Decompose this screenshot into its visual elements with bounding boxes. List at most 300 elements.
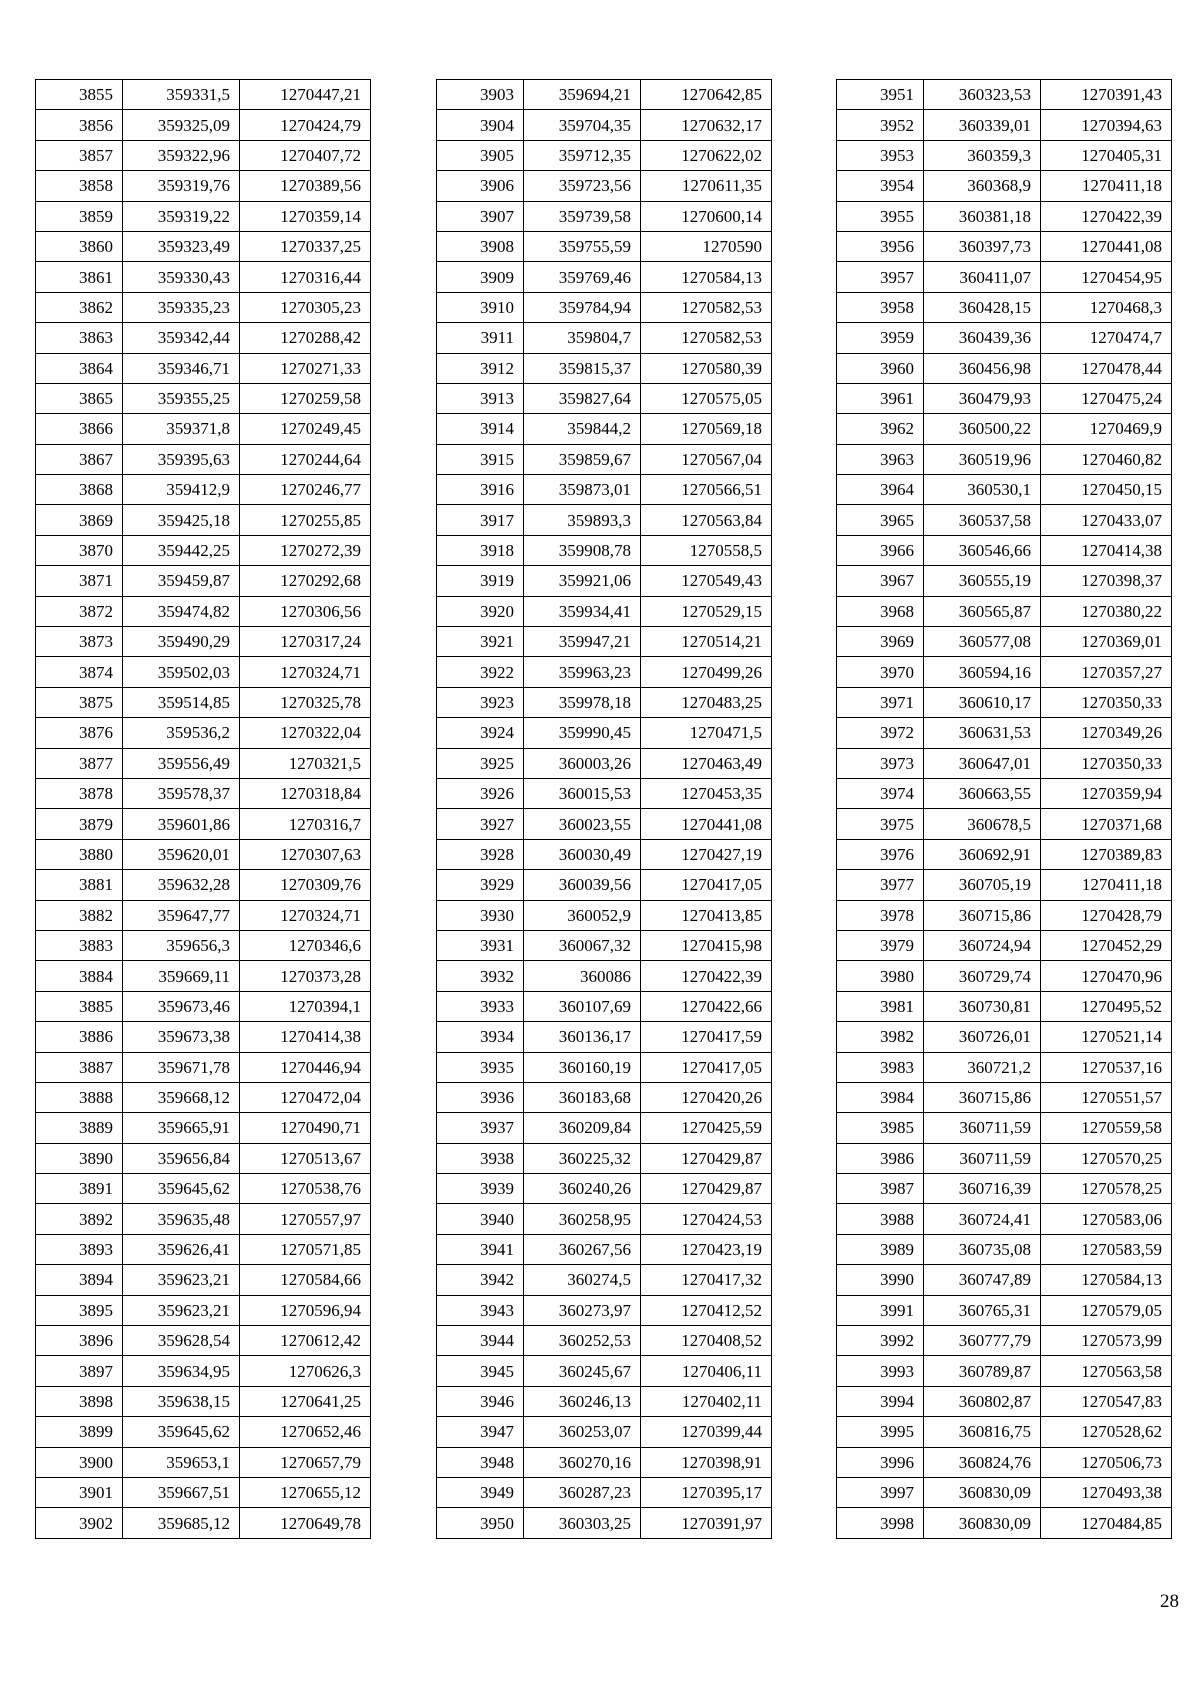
y-coordinate-cell: 1270413,85 — [641, 900, 772, 930]
point-number-cell: 3986 — [837, 1143, 924, 1173]
point-number-cell: 3903 — [437, 80, 524, 110]
table-row — [837, 1417, 1172, 1447]
y-coordinate-cell: 1270407,72 — [240, 140, 371, 170]
table-row — [837, 110, 1172, 140]
table-row — [36, 596, 371, 626]
point-number-cell: 3908 — [437, 231, 524, 261]
table-row — [437, 1356, 772, 1386]
y-coordinate-cell: 1270547,83 — [1041, 1386, 1172, 1416]
x-coordinate-cell: 359425,18 — [123, 505, 240, 535]
point-number-cell: 3930 — [437, 900, 524, 930]
point-number-cell: 3904 — [437, 110, 524, 140]
x-coordinate-cell: 359908,78 — [524, 535, 641, 565]
y-coordinate-cell: 1270271,33 — [240, 353, 371, 383]
point-number-cell: 3922 — [437, 657, 524, 687]
point-number-cell: 3910 — [437, 292, 524, 322]
x-coordinate-cell: 359626,41 — [123, 1234, 240, 1264]
point-number-cell: 3935 — [437, 1052, 524, 1082]
x-coordinate-cell: 359632,28 — [123, 870, 240, 900]
y-coordinate-cell: 1270398,91 — [641, 1447, 772, 1477]
table-row — [36, 657, 371, 687]
y-coordinate-cell: 1270472,04 — [240, 1082, 371, 1112]
point-number-cell: 3957 — [837, 262, 924, 292]
y-coordinate-cell: 1270490,71 — [240, 1113, 371, 1143]
table-row — [36, 1447, 371, 1477]
x-coordinate-cell: 360610,17 — [924, 687, 1041, 717]
x-coordinate-cell: 360067,32 — [524, 930, 641, 960]
x-coordinate-cell: 360777,79 — [924, 1326, 1041, 1356]
x-coordinate-cell: 360209,84 — [524, 1113, 641, 1143]
x-coordinate-cell: 359694,21 — [524, 80, 641, 110]
point-number-cell: 3954 — [837, 171, 924, 201]
table-row — [837, 80, 1172, 110]
x-coordinate-cell: 360183,68 — [524, 1082, 641, 1112]
point-number-cell: 3859 — [36, 201, 123, 231]
x-coordinate-cell: 360086 — [524, 961, 641, 991]
table-row — [837, 657, 1172, 687]
point-number-cell: 3856 — [36, 110, 123, 140]
y-coordinate-cell: 1270649,78 — [240, 1508, 371, 1538]
point-number-cell: 3989 — [837, 1234, 924, 1264]
table-row — [36, 1356, 371, 1386]
point-number-cell: 3900 — [36, 1447, 123, 1477]
table-row — [36, 353, 371, 383]
table-row — [437, 687, 772, 717]
y-coordinate-cell: 1270566,51 — [641, 475, 772, 505]
point-number-cell: 3934 — [437, 1022, 524, 1052]
table-row — [36, 1022, 371, 1052]
table-row — [36, 809, 371, 839]
point-number-cell: 3949 — [437, 1477, 524, 1507]
y-coordinate-cell: 1270463,49 — [641, 748, 772, 778]
y-coordinate-cell: 1270441,08 — [641, 809, 772, 839]
x-coordinate-cell: 360565,87 — [924, 596, 1041, 626]
point-number-cell: 3862 — [36, 292, 123, 322]
point-number-cell: 3899 — [36, 1417, 123, 1447]
point-number-cell: 3958 — [837, 292, 924, 322]
table-row — [36, 1508, 371, 1538]
table-row — [437, 1447, 772, 1477]
y-coordinate-cell: 1270324,71 — [240, 900, 371, 930]
y-coordinate-cell: 1270417,32 — [641, 1265, 772, 1295]
x-coordinate-cell: 359673,38 — [123, 1022, 240, 1052]
point-number-cell: 3996 — [837, 1447, 924, 1477]
x-coordinate-cell: 359723,56 — [524, 171, 641, 201]
y-coordinate-cell: 1270317,24 — [240, 627, 371, 657]
table-row — [437, 748, 772, 778]
x-coordinate-cell: 360323,53 — [924, 80, 1041, 110]
table-row — [837, 566, 1172, 596]
y-coordinate-cell: 1270246,77 — [240, 475, 371, 505]
table-row — [36, 1143, 371, 1173]
x-coordinate-cell: 360030,49 — [524, 839, 641, 869]
point-number-cell: 3878 — [36, 778, 123, 808]
y-coordinate-cell: 1270428,79 — [1041, 900, 1172, 930]
y-coordinate-cell: 1270484,85 — [1041, 1508, 1172, 1538]
table-row — [36, 687, 371, 717]
y-coordinate-cell: 1270573,99 — [1041, 1326, 1172, 1356]
x-coordinate-cell: 360715,86 — [924, 900, 1041, 930]
point-number-cell: 3919 — [437, 566, 524, 596]
point-number-cell: 3907 — [437, 201, 524, 231]
x-coordinate-cell: 359502,03 — [123, 657, 240, 687]
table-row — [437, 140, 772, 170]
point-number-cell: 3865 — [36, 383, 123, 413]
y-coordinate-cell: 1270453,35 — [641, 778, 772, 808]
x-coordinate-cell: 359656,3 — [123, 930, 240, 960]
y-coordinate-cell: 1270642,85 — [641, 80, 772, 110]
point-number-cell: 3940 — [437, 1204, 524, 1234]
x-coordinate-cell: 359474,82 — [123, 596, 240, 626]
point-number-cell: 3913 — [437, 383, 524, 413]
table-row — [837, 930, 1172, 960]
table-row — [437, 961, 772, 991]
y-coordinate-cell: 1270557,97 — [240, 1204, 371, 1234]
y-coordinate-cell: 1270288,42 — [240, 323, 371, 353]
table-row — [837, 171, 1172, 201]
x-coordinate-cell: 360287,23 — [524, 1477, 641, 1507]
point-number-cell: 3945 — [437, 1356, 524, 1386]
table-row — [837, 1022, 1172, 1052]
table-row — [36, 718, 371, 748]
point-number-cell: 3921 — [437, 627, 524, 657]
x-coordinate-cell: 360500,22 — [924, 414, 1041, 444]
y-coordinate-cell: 1270427,19 — [641, 839, 772, 869]
table-row — [36, 778, 371, 808]
y-coordinate-cell: 1270460,82 — [1041, 444, 1172, 474]
y-coordinate-cell: 1270470,96 — [1041, 961, 1172, 991]
table-row — [36, 748, 371, 778]
table-row — [837, 1052, 1172, 1082]
point-number-cell: 3866 — [36, 414, 123, 444]
y-coordinate-cell: 1270478,44 — [1041, 353, 1172, 383]
x-coordinate-cell: 360397,73 — [924, 231, 1041, 261]
point-number-cell: 3871 — [36, 566, 123, 596]
x-coordinate-cell: 360519,96 — [924, 444, 1041, 474]
y-coordinate-cell: 1270325,78 — [240, 687, 371, 717]
point-number-cell: 3929 — [437, 870, 524, 900]
y-coordinate-cell: 1270349,26 — [1041, 718, 1172, 748]
y-coordinate-cell: 1270402,11 — [641, 1386, 772, 1416]
y-coordinate-cell: 1270612,42 — [240, 1326, 371, 1356]
point-number-cell: 3918 — [437, 535, 524, 565]
y-coordinate-cell: 1270417,59 — [641, 1022, 772, 1052]
x-coordinate-cell: 359323,49 — [123, 231, 240, 261]
y-coordinate-cell: 1270632,17 — [641, 110, 772, 140]
x-coordinate-cell: 360802,87 — [924, 1386, 1041, 1416]
y-coordinate-cell: 1270391,43 — [1041, 80, 1172, 110]
x-coordinate-cell: 359490,29 — [123, 627, 240, 657]
y-coordinate-cell: 1270447,21 — [240, 80, 371, 110]
table-row — [36, 566, 371, 596]
y-coordinate-cell: 1270255,85 — [240, 505, 371, 535]
point-number-cell: 3966 — [837, 535, 924, 565]
x-coordinate-cell: 360530,1 — [924, 475, 1041, 505]
y-coordinate-cell: 1270429,87 — [641, 1143, 772, 1173]
point-number-cell: 3869 — [36, 505, 123, 535]
y-coordinate-cell: 1270391,97 — [641, 1508, 772, 1538]
x-coordinate-cell: 360225,32 — [524, 1143, 641, 1173]
table-row — [437, 201, 772, 231]
point-number-cell: 3951 — [837, 80, 924, 110]
point-number-cell: 3911 — [437, 323, 524, 353]
table-row — [36, 1234, 371, 1264]
point-number-cell: 3868 — [36, 475, 123, 505]
table-row — [437, 414, 772, 444]
x-coordinate-cell: 359963,23 — [524, 657, 641, 687]
y-coordinate-cell: 1270657,79 — [240, 1447, 371, 1477]
point-number-cell: 3985 — [837, 1113, 924, 1143]
x-coordinate-cell: 359804,7 — [524, 323, 641, 353]
y-coordinate-cell: 1270551,57 — [1041, 1082, 1172, 1112]
point-number-cell: 3956 — [837, 231, 924, 261]
point-number-cell: 3881 — [36, 870, 123, 900]
table-row — [437, 110, 772, 140]
y-coordinate-cell: 1270398,37 — [1041, 566, 1172, 596]
y-coordinate-cell: 1270359,14 — [240, 201, 371, 231]
y-coordinate-cell: 1270408,52 — [641, 1326, 772, 1356]
y-coordinate-cell: 1270441,08 — [1041, 231, 1172, 261]
table-row — [36, 1174, 371, 1204]
table-row — [837, 414, 1172, 444]
table-row — [437, 475, 772, 505]
x-coordinate-cell: 359628,54 — [123, 1326, 240, 1356]
x-coordinate-cell: 359514,85 — [123, 687, 240, 717]
table-row — [36, 475, 371, 505]
table-row — [837, 778, 1172, 808]
table-row — [437, 262, 772, 292]
point-number-cell: 3917 — [437, 505, 524, 535]
y-coordinate-cell: 1270337,25 — [240, 231, 371, 261]
y-coordinate-cell: 1270474,7 — [1041, 323, 1172, 353]
point-number-cell: 3873 — [36, 627, 123, 657]
y-coordinate-cell: 1270423,19 — [641, 1234, 772, 1264]
point-number-cell: 3980 — [837, 961, 924, 991]
point-number-cell: 3894 — [36, 1265, 123, 1295]
y-coordinate-cell: 1270584,13 — [1041, 1265, 1172, 1295]
table-row — [437, 991, 772, 1021]
table-row — [837, 383, 1172, 413]
table-row — [437, 566, 772, 596]
point-number-cell: 3861 — [36, 262, 123, 292]
x-coordinate-cell: 360705,19 — [924, 870, 1041, 900]
y-coordinate-cell: 1270596,94 — [240, 1295, 371, 1325]
x-coordinate-cell: 359601,86 — [123, 809, 240, 839]
table-row — [36, 1113, 371, 1143]
x-coordinate-cell: 359331,5 — [123, 80, 240, 110]
y-coordinate-cell: 1270514,21 — [641, 627, 772, 657]
table-row — [437, 383, 772, 413]
point-number-cell: 3893 — [36, 1234, 123, 1264]
table-row — [36, 1326, 371, 1356]
table-row — [36, 262, 371, 292]
y-coordinate-cell: 1270450,15 — [1041, 475, 1172, 505]
x-coordinate-cell: 359634,95 — [123, 1356, 240, 1386]
x-coordinate-cell: 359667,51 — [123, 1477, 240, 1507]
y-coordinate-cell: 1270318,84 — [240, 778, 371, 808]
x-coordinate-cell: 359346,71 — [123, 353, 240, 383]
table-row — [837, 1082, 1172, 1112]
table-row — [36, 1082, 371, 1112]
y-coordinate-cell: 1270394,63 — [1041, 110, 1172, 140]
x-coordinate-cell: 360721,2 — [924, 1052, 1041, 1082]
point-number-cell: 3888 — [36, 1082, 123, 1112]
table-row — [837, 535, 1172, 565]
y-coordinate-cell: 1270420,26 — [641, 1082, 772, 1112]
x-coordinate-cell: 359645,62 — [123, 1417, 240, 1447]
y-coordinate-cell: 1270499,26 — [641, 657, 772, 687]
x-coordinate-cell: 359673,46 — [123, 991, 240, 1021]
x-coordinate-cell: 360439,36 — [924, 323, 1041, 353]
x-coordinate-cell: 359978,18 — [524, 687, 641, 717]
y-coordinate-cell: 1270306,56 — [240, 596, 371, 626]
table-row — [837, 323, 1172, 353]
point-number-cell: 3955 — [837, 201, 924, 231]
x-coordinate-cell: 360789,87 — [924, 1356, 1041, 1386]
x-coordinate-cell: 359355,25 — [123, 383, 240, 413]
table-row — [837, 1477, 1172, 1507]
y-coordinate-cell: 1270357,27 — [1041, 657, 1172, 687]
table-row — [837, 1295, 1172, 1325]
point-number-cell: 3961 — [837, 383, 924, 413]
table-row — [36, 80, 371, 110]
y-coordinate-cell: 1270380,22 — [1041, 596, 1172, 626]
point-number-cell: 3987 — [837, 1174, 924, 1204]
y-coordinate-cell: 1270600,14 — [641, 201, 772, 231]
point-number-cell: 3928 — [437, 839, 524, 869]
x-coordinate-cell: 359319,22 — [123, 201, 240, 231]
y-coordinate-cell: 1270244,64 — [240, 444, 371, 474]
point-number-cell: 3965 — [837, 505, 924, 535]
point-number-cell: 3897 — [36, 1356, 123, 1386]
y-coordinate-cell: 1270471,5 — [641, 718, 772, 748]
x-coordinate-cell: 360692,91 — [924, 839, 1041, 869]
x-coordinate-cell: 360479,93 — [924, 383, 1041, 413]
y-coordinate-cell: 1270528,62 — [1041, 1417, 1172, 1447]
y-coordinate-cell: 1270307,63 — [240, 839, 371, 869]
point-number-cell: 3967 — [837, 566, 924, 596]
table-row — [36, 323, 371, 353]
point-number-cell: 3939 — [437, 1174, 524, 1204]
table-row — [837, 1386, 1172, 1416]
point-number-cell: 3941 — [437, 1234, 524, 1264]
table-row — [837, 1265, 1172, 1295]
x-coordinate-cell: 360003,26 — [524, 748, 641, 778]
table-row — [437, 596, 772, 626]
coordinate-table-1 — [35, 79, 371, 1539]
x-coordinate-cell: 360411,07 — [924, 262, 1041, 292]
x-coordinate-cell: 360160,19 — [524, 1052, 641, 1082]
table-row — [837, 262, 1172, 292]
point-number-cell: 3979 — [837, 930, 924, 960]
y-coordinate-cell: 1270578,25 — [1041, 1174, 1172, 1204]
point-number-cell: 3892 — [36, 1204, 123, 1234]
table-row — [437, 1477, 772, 1507]
table-row — [437, 839, 772, 869]
y-coordinate-cell: 1270369,01 — [1041, 627, 1172, 657]
point-number-cell: 3920 — [437, 596, 524, 626]
table-row — [837, 1447, 1172, 1477]
y-coordinate-cell: 1270452,29 — [1041, 930, 1172, 960]
y-coordinate-cell: 1270559,58 — [1041, 1113, 1172, 1143]
point-number-cell: 3953 — [837, 140, 924, 170]
x-coordinate-cell: 359712,35 — [524, 140, 641, 170]
table-row — [36, 171, 371, 201]
table-row — [437, 627, 772, 657]
point-number-cell: 3883 — [36, 930, 123, 960]
table-row — [437, 505, 772, 535]
x-coordinate-cell: 360270,16 — [524, 1447, 641, 1477]
table-row — [437, 930, 772, 960]
point-number-cell: 3978 — [837, 900, 924, 930]
y-coordinate-cell: 1270626,3 — [240, 1356, 371, 1386]
point-number-cell: 3882 — [36, 900, 123, 930]
y-coordinate-cell: 1270495,52 — [1041, 991, 1172, 1021]
y-coordinate-cell: 1270412,52 — [641, 1295, 772, 1325]
x-coordinate-cell: 360339,01 — [924, 110, 1041, 140]
coordinate-table-2 — [436, 79, 772, 1539]
y-coordinate-cell: 1270652,46 — [240, 1417, 371, 1447]
table-row — [837, 991, 1172, 1021]
y-coordinate-cell: 1270371,68 — [1041, 809, 1172, 839]
x-coordinate-cell: 359653,1 — [123, 1447, 240, 1477]
y-coordinate-cell: 1270422,39 — [641, 961, 772, 991]
table-row — [36, 1386, 371, 1416]
point-number-cell: 3879 — [36, 809, 123, 839]
x-coordinate-cell: 359371,8 — [123, 414, 240, 444]
point-number-cell: 3937 — [437, 1113, 524, 1143]
x-coordinate-cell: 359656,84 — [123, 1143, 240, 1173]
x-coordinate-cell: 360136,17 — [524, 1022, 641, 1052]
point-number-cell: 3884 — [36, 961, 123, 991]
x-coordinate-cell: 359645,62 — [123, 1174, 240, 1204]
x-coordinate-cell: 360252,53 — [524, 1326, 641, 1356]
x-coordinate-cell: 360711,59 — [924, 1143, 1041, 1173]
y-coordinate-cell: 1270425,59 — [641, 1113, 772, 1143]
table-row — [437, 1143, 772, 1173]
x-coordinate-cell: 360303,25 — [524, 1508, 641, 1538]
table-row — [36, 292, 371, 322]
y-coordinate-cell: 1270316,44 — [240, 262, 371, 292]
point-number-cell: 3926 — [437, 778, 524, 808]
table-row — [36, 839, 371, 869]
x-coordinate-cell: 359815,37 — [524, 353, 641, 383]
table-row — [837, 687, 1172, 717]
y-coordinate-cell: 1270570,25 — [1041, 1143, 1172, 1173]
x-coordinate-cell: 359671,78 — [123, 1052, 240, 1082]
x-coordinate-cell: 360246,13 — [524, 1386, 641, 1416]
point-number-cell: 3870 — [36, 535, 123, 565]
point-number-cell: 3875 — [36, 687, 123, 717]
x-coordinate-cell: 359623,21 — [123, 1265, 240, 1295]
table-row — [837, 748, 1172, 778]
y-coordinate-cell: 1270346,6 — [240, 930, 371, 960]
point-number-cell: 3916 — [437, 475, 524, 505]
point-number-cell: 3933 — [437, 991, 524, 1021]
point-number-cell: 3901 — [36, 1477, 123, 1507]
y-coordinate-cell: 1270249,45 — [240, 414, 371, 444]
table-row — [837, 231, 1172, 261]
table-row — [36, 1477, 371, 1507]
table-row — [36, 961, 371, 991]
point-number-cell: 3858 — [36, 171, 123, 201]
point-number-cell: 3927 — [437, 809, 524, 839]
y-coordinate-cell: 1270305,23 — [240, 292, 371, 322]
table-row — [437, 323, 772, 353]
table-row — [837, 596, 1172, 626]
y-coordinate-cell: 1270549,43 — [641, 566, 772, 596]
x-coordinate-cell: 359647,77 — [123, 900, 240, 930]
